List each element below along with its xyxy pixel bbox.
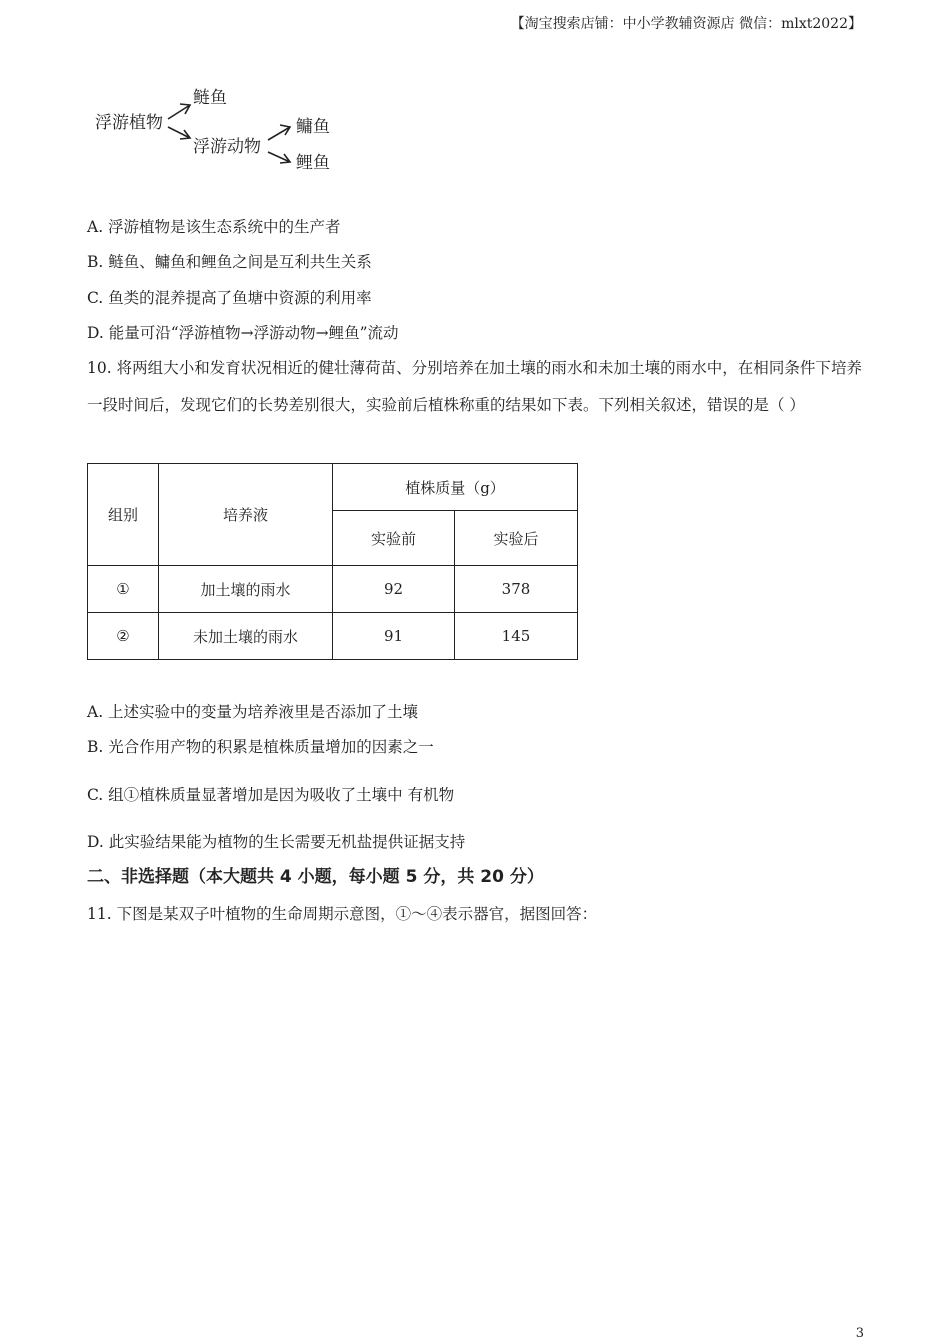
q9-option-c: C. 鱼类的混养提高了鱼塘中资源的利用率 [87, 289, 372, 307]
food-web-bighead-carp: 鳙鱼 [296, 117, 330, 137]
arrow-to-bighead-carp [268, 125, 290, 140]
table-header-medium: 培养液 [159, 464, 333, 566]
table-row [88, 566, 578, 613]
table-cell-medium: 加土壤的雨水 [159, 566, 333, 613]
table-cell-group: ① [88, 566, 159, 613]
food-web-silver-carp: 鲢鱼 [193, 88, 227, 108]
q10-stem: 10. 将两组大小和发育状况相近的健壮薄荷苗、分别培养在加土壤的雨水和未加土壤的雨水中，在相同条件下培养一段时间后，发现它们的长势差别很大，实验前后植株称重的结果如下表。下列相关叙述，错误的是（ ） [87, 359, 862, 414]
q10-table [87, 463, 578, 660]
q10-option-c: C. 组①植株质量显著增加是因为吸收了土壤中 有机物 [87, 786, 455, 804]
q10-option-d: D. 此实验结果能为植物的生长需要无机盐提供证据支持 [87, 833, 466, 851]
table-cell-group: ② [88, 613, 159, 660]
q9-option-d: D. 能量可沿“浮游植物→浮游动物→鲤鱼”流动 [87, 324, 399, 342]
table-header-before: 实验前 [333, 511, 455, 566]
food-web-zooplankton: 浮游动物 [193, 137, 261, 157]
section-2-title: 二、非选择题（本大题共 4 小题，每小题 5 分，共 20 分） [87, 867, 544, 887]
table-header-after: 实验后 [455, 511, 578, 566]
table-cell-after: 145 [455, 613, 578, 660]
arrow-to-zooplankton [168, 127, 190, 139]
food-web-common-carp: 鲤鱼 [296, 153, 330, 173]
q10-option-a: A. 上述实验中的变量为培养液里是否添加了土壤 [87, 703, 419, 721]
arrow-to-silver-carp [168, 104, 190, 119]
table-cell-medium: 未加土壤的雨水 [159, 613, 333, 660]
table-header-group: 组别 [88, 464, 159, 566]
q9-option-a: A. 浮游植物是该生态系统中的生产者 [87, 218, 341, 236]
table-cell-after: 378 [455, 566, 578, 613]
q10-option-b: B. 光合作用产物的积累是植株质量增加的因素之一 [87, 738, 434, 756]
table-cell-before: 91 [333, 613, 455, 660]
page-header: 【淘宝搜索店铺：中小学教辅资源店 微信：mlxt2022】 [510, 16, 862, 32]
q9-option-b: B. 鲢鱼、鳙鱼和鲤鱼之间是互利共生关系 [87, 253, 372, 271]
arrow-to-common-carp [268, 152, 290, 163]
food-web-producer: 浮游植物 [95, 113, 163, 133]
table-cell-before: 92 [333, 566, 455, 613]
table-row [88, 613, 578, 660]
food-web-diagram [92, 82, 342, 182]
table-header-mass: 植株质量（g） [333, 464, 578, 511]
page-number: 3 [855, 1326, 864, 1341]
q11-stem: 11. 下图是某双子叶植物的生命周期示意图，①～④表示器官，据图回答： [87, 905, 598, 923]
